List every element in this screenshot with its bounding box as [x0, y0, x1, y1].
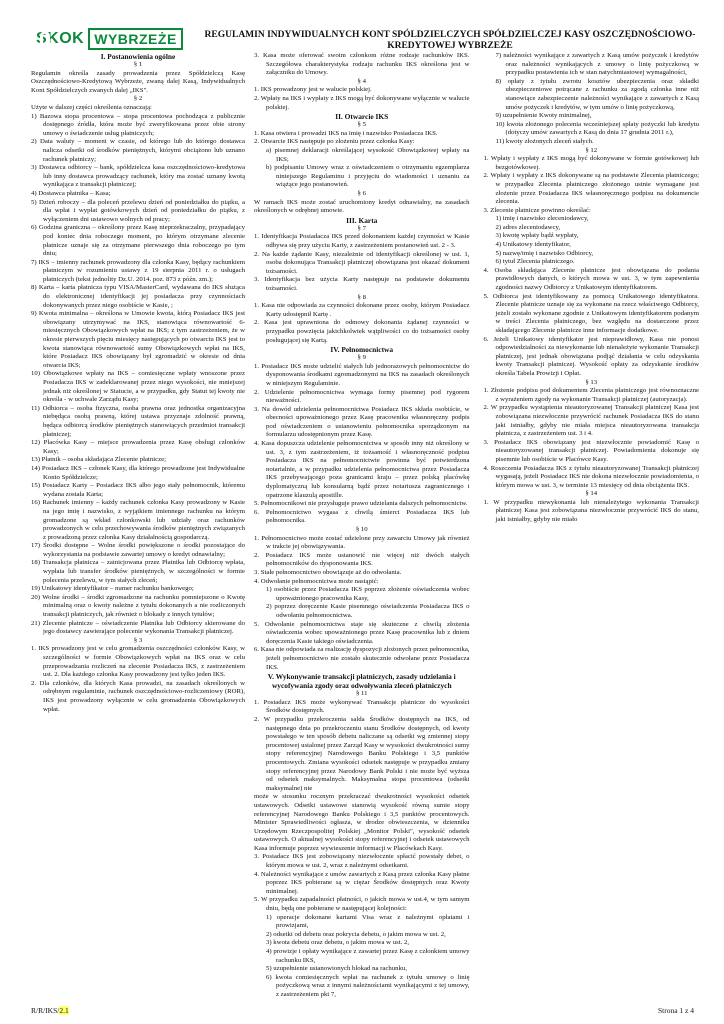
- definition-item: 4) Dostawca płatnika – Kasa;: [31, 189, 111, 197]
- list-item: 5. Pełnomocnikowi nie przysługuje prawo udzielania dalszych pełnomocnictw.: [254, 500, 468, 508]
- paragraph-number: § 12: [585, 146, 598, 154]
- list-item: 3. Na dowód udzielenia pełnomocnictwa Posiadacz IKS składa osobiście, w obecności upoważnionego przez Kasę pracownika własnoręczny podpis pod oświadczeniem o ustanowieniu pełnomocnika sporządzonym na formularzu udostępnionym przez Kasę.: [254, 405, 470, 439]
- paragraph-number: § 8: [357, 293, 366, 301]
- left-column: [31, 52, 245, 714]
- list-item: 2. Wpłaty na IKS i wypłaty z IKS mogą być dokonywane wyłącznie w walucie polskiej.: [254, 94, 470, 111]
- sub-list-item: 5) nazwę/imię i nazwisko Odbiorcy,: [495, 249, 594, 257]
- sub-list-item: 4) Unikatowy identyfikator,: [495, 241, 571, 249]
- list-item: 1. Złożenie podpisu pod dokumentem Zlecenia płatniczego jest równoznaczne z wyrażeniem zgody na wykonanie Transakcji płatniczej (autoryzacja).: [483, 387, 699, 403]
- sub-list-item: 9) uzupełnienie Kwoty minimalnej,: [495, 112, 592, 120]
- sub-list-item: 2) adres zleceniodawcy,: [495, 223, 561, 231]
- definition-item: 12) Placówka Kasy – miejsce prowadzenia przez Kasę obsługi członków Kasy;: [31, 439, 245, 455]
- definition-item: 13) Płatnik – osoba składająca Zlecenie płatnicze;: [31, 456, 166, 464]
- definition-item: 19) Unikatowy identyfikator – numer rachunku bankowego;: [31, 585, 194, 593]
- paragraph-number: § 7: [357, 224, 366, 232]
- list-item: 2. Dla członków, dla których Kasa prowadzi, na zasadach określonych w odrębnym regulaminie, rachunek oszczędnościowo-rozliczeniowy (ROR), IKS jest prowadzony wyłącznie w celu gromadzenia Obowiązkowych wpłat.: [31, 679, 245, 713]
- list-item: 1. Posiadacz IKS może wykonywać Transakcje płatnicze do wysokości Środków dostępnych.: [254, 698, 470, 715]
- sub-list-item: 4) prowizje i opłaty wynikające z zawartej przez Kasę z członkiem umowy rachunku IKS,: [266, 948, 470, 964]
- list-item: 3. Identyfikacja bez użycia Karty następuje na podstawie dokumentu tożsamości.: [254, 276, 470, 292]
- definition-item: 3) Dostawca odbiorcy – bank, spółdzielcza kasa oszczędnościowo-kredytowa lub inny dostawca prowadzący rachunek, który ma zostać uznany kwotą wynikająca z transakcji płatniczej;: [31, 164, 245, 189]
- list-item: 3. Kasa może oferować swoim członkom różne rodzaje rachunków IKS. Szczegółowa charakterystyka rodzaju rachunku IKS określona jest w załączniku do Umowy.: [254, 52, 470, 77]
- sub-list-item: 3) kwotę wpłaty bądź wypłaty,: [495, 232, 579, 240]
- document-code-prefix: R/R/IKS/: [31, 1006, 60, 1015]
- list-item: 1. Wpłaty i wypłaty z IKS mogą być dokonywane w formie gotówkowej lub bezgotówkowej.: [483, 155, 699, 171]
- page-number: Strona 1 z 4: [657, 1006, 694, 1015]
- logo-wybrzeze-text: WYBRZEŻE: [88, 28, 183, 50]
- document-version: 2.1: [59, 1006, 69, 1015]
- definition-item: 14) Posiadacz IKS – członek Kasy, dla którego prowadzone jest Indywidualne Konto Spółdzielcze;: [31, 464, 245, 481]
- section-heading: IV. Pełnomocnictwa: [330, 345, 394, 355]
- paragraph-number: § 1: [133, 61, 143, 69]
- list-item: 4. Kasa dopuszcza udzielenie pełnomocnictwa w sposób inny niż określony w ust. 3, z tym zastrzeżeniem, iż tożsamość i własnoręczność podpisu Posiadacza IKS na pełnomocnictwie powinna być potwierdzona notarialnie, a w przypadku udzielenia pełnomocnictwa przez Posiadacza IKS przebywającego poza granicami kraju – przez polską placówkę dyplomatyczną lub konsularną bądź przez notariusza zagranicznego i opatrzone klauzulą apostille.: [254, 440, 470, 499]
- paragraph-number: § 4: [357, 77, 366, 85]
- section-heading: II. Otwarcie IKS: [335, 112, 389, 122]
- paragraph-number: § 14: [585, 490, 598, 498]
- list-item: 3. Posiadacz IKS obowiązany jest niezwłocznie powiadomić Kasę o nieautoryzowanej transakcji płatniczej. Powiadomienia dokonuje się pisemnie lub osobiście w Placówce Kasy.: [483, 438, 699, 463]
- definition-item: 15) Posiadacz Karty – Posiadacz IKS albo jego stały pełnomocnik, któremu wydana została Karta;: [31, 482, 245, 498]
- list-item: 1. Kasa otwiera i prowadzi IKS na imię i nazwisko Posiadacza IKS.: [254, 129, 438, 137]
- definition-item: 11) Odbiorca – osoba fizyczna, osoba prawna oraz jednostka organizacyjna niebędąca osobą prawną, której ustawa przyznaje zdolność prawną, będąca odbiorcą środków pieniężnych stanowiących przedmiot transakcji płatniczej;: [31, 404, 245, 438]
- list-item: 4. Odwołanie pełnomocnictwa może nastąpić:: [254, 577, 379, 585]
- definition-item: 2) Data waluty – moment w czasie, od którego lub do którego dostawca nalicza odsetki od środków pieniężnych, którymi obciążono lub uznano rachunek płatniczy;: [31, 138, 245, 163]
- document-title: REGULAMIN INDYWIDUALNYCH KONT SPÓLDZIELCZYCH SPÓŁDZIELCZEJ KASY OSZCZĘDNOŚCIOWO-KREDYTOWEJ WYBRZEŻE: [204, 30, 696, 51]
- list-item: 1. IKS prowadzony jest w walucie polskiej.: [254, 86, 372, 94]
- paragraph-number: § 2: [133, 95, 143, 103]
- list-item: 2. W przypadku wystąpienia nieautoryzowanej Transakcji płatniczej Kasa jest zobowiązana niezwłocznie przywrócić rachunek Posiadacza IKS do stanu jaki istniałby, gdyby nie miała miejsca nieautoryzowana transakcja płatnicza, z zastrzeżeniem ust. 3 i 4.: [483, 404, 699, 438]
- list-item: 3. Zlecenie płatnicze powinno określać:: [483, 206, 591, 214]
- list-item: 1. Identyfikacja Posiadacza IKS przed dokonaniem każdej czynności w Kasie odbywa się przy użyciu Karty, z zastrzeżeniem postanowień ust. 2 - 3.: [254, 233, 470, 249]
- document-code: [31, 1006, 69, 1015]
- sub-list-item: a) pisemnej deklaracji określającej wysokość Obowiązkowej wpłaty na IKS;: [266, 146, 470, 163]
- sub-list-item: 6) kwota comiesięcznych wpłat na rachunek z tytułu umowy o linię pożyczkową wraz z innymi należnościami wynikającymi z tej umowy, z zastrzeżeniem pkt 7,: [266, 973, 470, 998]
- sub-list-item: 3) kwota debetu oraz debetu, o jakim mowa w ust. 2,: [266, 939, 410, 947]
- paragraph-number: § 13: [585, 378, 598, 386]
- list-item: 5. Odwołanie pełnomocnictwa staje się skuteczne z chwilą złożenia oświadczenia wobec upoważnionego przez Kasę pracownika lub z dniem doręczenia Kasie takiego oświadczenia.: [254, 620, 470, 645]
- sub-list-item: b) podpisaniu Umowy wraz z oświadczeniem o otrzymaniu egzemplarza niniejszego Regulaminu i przyjęciu do wiadomości i uznaniu za wiążące jego postanowień.: [266, 164, 470, 189]
- sub-list-item: 2) odsetki od debetu oraz pokrycia debetu, o jakim mowa w ust. 2,: [266, 930, 446, 938]
- definition-item: 17) Środki dostępne – Wolne środki powiększone o środki pozostające do wykorzystania na podstawie zawartej umowy o kredyt odnawialny;: [31, 542, 245, 558]
- skok-logo: [32, 24, 176, 54]
- list-item: 2. Otwarcie IKS następuje po złożeniu przez członka Kasy:: [254, 138, 415, 146]
- list-item: 2. Wpłaty i wypłaty z IKS dokonywane są na podstawie Zlecenia płatniczego; w przypadku Zlecenia płatniczego złożonego ustnie wymagane jest złożenie przez Posiadacza IKS własnoręcznego podpisu na dokumencie zlecenia.: [483, 172, 699, 206]
- paragraph-number: § 6: [357, 189, 366, 197]
- list-item: 1. IKS prowadzony jest w celu gromadzenia oszczędności członków Kasy, w szczególności w formie Obowiązkowych wpłat na IKS oraz w celu przeprowadzania rozliczeń na zlecenie Posiadacza IKS, z zastrzeżeniem ust. 2. Dla każdego członka Kasy prowadzony jest tylko jeden IKS.: [31, 645, 245, 679]
- definition-item: 10) Obowiązkowe wpłaty na IKS – comiesięczne wpłaty wnoszone przez Posiadacza IKS w zadeklarowanej przez niego wysokości, nie mniejszej jednak niż określonej w Statucie, a w przypadku, gdy Statut tej kwoty nie określa - w uchwale Zarządu Kasy;: [31, 370, 245, 404]
- section-heading: I. Postanowienia ogólne: [100, 52, 176, 61]
- list-item: 2. Kasa jest uprawniona do odmowy dokonania żądanej czynności w przypadku powzięcia jakichkolwiek wątpliwości co do tożsamości osoby posługującej się Kartą.: [254, 319, 470, 344]
- list-item: 1. W przypadku niewykonania lub nienależytego wykonania Transakcji płatniczej Kasa jest zobowiązana niezwłocznie przywrócić IKS do stanu, jaki istniałby, gdyby nie miało: [483, 498, 699, 524]
- paragraph-number: § 9: [357, 354, 366, 362]
- sub-list-item: 8) opłaty z tytułu zwrotu kosztów ubezpieczenia oraz składki ubezpieczeniowe potrącane z rachunku za zgodą członka inne niż stanowiące zabezpieczenie należności wynikające z zawartych z Kasą umów pożyczek i kredytów, w tym umów o linię pożyczkową,: [495, 77, 699, 111]
- sub-list-item: 7) należności wynikające z zawartych z Kasą umów pożyczek i kredytów oraz należności wynikających z umowy o linię pożyczkową w przypadku postawienia ich w stan natychmiastowej wymagalności,: [495, 52, 699, 77]
- paragraph-text: W ramach IKS może zostać uruchomiony kredyt odnawialny, na zasadach określonych w odrębnej umowie.: [254, 198, 470, 215]
- paragraph-text: Użyte w dalszej części określenia oznaczają:: [31, 104, 152, 112]
- sub-list-item: 1) operacje dokonane kartami Visa wraz z należnymi opłatami i prowizjami,: [266, 913, 470, 930]
- paragraph-number: § 3: [133, 636, 143, 644]
- list-item: 5. Odbiorca jest identyfikowany za pomocą Unikatowego identyfikatora. Zlecenie płatnicze uznaje się za wykonane na rzecz właściwego Odbiorcy, jeżeli zostało wykonane zgodnie z Unikatowym identyfikatorem podanym w treści Zlecenia płatniczego, bez względu na dostarczone przez składającego Zlecenie płatnicze inne informacje dodatkowe.: [483, 292, 699, 334]
- sub-list-item: 6) tytuł Zlecenia płatniczego.: [495, 258, 575, 266]
- paragraph-text: Regulamin określa zasady prowadzenia przez Spółdzielczą Kasę Oszczędnościowo-Kredytową Wybrzeże, zwaną dalej Kasą, Indywidualnych Kont Spółdzielczych zwanych dalej „IKS".: [31, 69, 245, 94]
- definition-item: 16) Rachunek imienny – każdy rachunek członka Kasy prowadzony w Kasie na jego imię i nazwisko, z wyjątkiem imiennego rachunku na którym gromadzone są wkład członkowski lub udziały oraz rachunków prowadzonych w celu przechowywania środków pieniężnych związanych z prowadzoną przez członka Kasy działalnością gospodarczą.: [31, 499, 245, 541]
- definition-item: 6) Godzina graniczna – określony przez Kasę nieprzekraczalny, przypadający pod koniec dnia roboczego moment, po którym otrzymane zlecenie płatnicze uznaje się za otrzymane pierwszego dnia roboczego po tym dniu;: [31, 224, 245, 258]
- list-item: 2. Na każde żądanie Kasy, niezależnie od identyfikacji określonej w ust. 1, osoba dokonująca Transakcji płatniczej obowiązana jest okazać dokument tożsamości.: [254, 250, 470, 275]
- definition-item: 21) Zlecenie płatnicze – oświadczenie Płatnika lub Odbiorcy skierowane do jego dostawcy zawierające polecenie wykonania Transakcji płatniczej.: [31, 619, 245, 636]
- sub-list-item: 1) imię i nazwisko zleceniodawcy,: [495, 215, 589, 223]
- list-item: 1. Pełnomocnictwo może zostać udzielone przy zawarciu Umowy jak również w trakcie jej obowiązywania.: [254, 534, 470, 551]
- list-item: 1. Kasa nie odpowiada za czynności dokonane przez osoby, którym Posiadacz Karty udostępnił Kartę .: [254, 302, 470, 318]
- list-item: 4. Osoba składająca Zlecenie płatnicze jest obowiązana do podania prawidłowych danych, o których mowa w ust. 3, w tym zapewnienia zgodności nazwy Odbiorcy z Unikatowym identyfikatorem.: [483, 266, 699, 292]
- list-item: 2. Udzielenie pełnomocnictwa wymaga formy pisemnej pod rygorem nieważności.: [254, 388, 470, 405]
- list-item: 6. Kasa nie odpowiada za realizację dyspozycji złożonych przez pełnomocnika, jeżeli pełnomocnictwo nie zostało skutecznie odwołane przez Posiadacza IKS.: [254, 646, 470, 671]
- definition-item: 7) IKS – imienny rachunek prowadzony dla członka Kasy, będący rachunkiem płatniczym w rozumieniu ustawy z 19 sierpnia 2011 r. o usługach płatniczych (tekst jednolity Dz.U. 2014. poz. 873 z późn. zm.);: [31, 258, 245, 283]
- list-item: 4. Roszczenia Posiadacza IKS z tytułu nieautoryzowanej Transakcji płatniczej wygasają, jeżeli Posiadacz IKS nie dokona niezwłocznie powiadomienia, o którym mowa w ust. 3, w terminie 13 miesięcy od dnia obciążenia IKS.: [483, 464, 699, 489]
- paragraph-number: § 10: [355, 526, 368, 534]
- right-column: [254, 52, 699, 1002]
- list-item: 6. Jeżeli Unikatowy identyfikator jest nieprawidłowy, Kasa nie ponosi odpowiedzialności za niewykonanie lub nienależyte wykonanie Transakcji płatniczej, jest jednak obowiązana podjąć działania w celu odzyskania kwoty Transakcji płatniczej. Wysokość opłaty za odzyskanie środków określa Tabela Prowizji i Opłat.: [483, 335, 699, 377]
- definition-item: 9) Kwota minimalna – określona w Umowie kwota, którą Posiadacz IKS jest obowiązany utrzymywać na IKS, stanowiąca równowartość 6-miesięcznych Obowiązkowych wpłat na IKS; z tym zastrzeżeniem, że w okresie pierwszych pięciu miesięcy następujących po otwarciu IKS jest to kwota stanowiąca równowartość sumy Obowiązkowych wpłat na IKS, które Posiadacz IKS obowiązany był zgromadzić w okresie od dnia otwarcia IKS;: [31, 310, 245, 369]
- logo-skok-text: SKOK: [36, 30, 85, 47]
- section-heading: V. Wykonywanie transakcji płatniczych, zasady udzielania i wycofywania zgody oraz odwoływania zleceń płatniczych: [267, 672, 456, 691]
- definition-item: 18) Transakcja płatnicza – zainicjowana przez Płatnika lub Odbiorcę wpłata, wypłata lub transfer środków pieniężnych, w szczególności w formie polecenia przelewu, w tym stałych zleceń;: [31, 559, 245, 584]
- list-item: 2. W przypadku przekroczenia salda Środków dostępnych na IKS, od następnego dnia po przekroczeniu stanu Środków dostępnych, od kwoty powstałego w ten sposób debetu naliczane są odsetki wg zmiennej stopy procentowej ustalonej przez Zarząd Kasy w wysokości dwukrotności sumy stopy referencyjnej Narodowego Banku Polskiego i 3,5 punktów procentowych. Zmiana wysokości odsetek następuje w przypadku zmiany stopy referencyjnej przez Narodowy Bank Polski i nie może być wyższa od odsetek maksymalnych. Maksymalna stopa procentowa (odsetki maksymalne) nie: [254, 715, 470, 792]
- list-item: 3. Stałe pełnomocnictwo obowiązuje aż do odwołania.: [254, 568, 402, 576]
- paragraph-text: może w stosunku rocznym przekraczać dwukrotności wysokości odsetek ustawowych. Odsetki ustawowe stanowią wysokość równą sumie stopy referencyjnej Narodowego Banku Polskiego i 3,5 punktów procentowych. Minister Sprawiedliwości ogłasza, w drodze obwieszczenia, w dzienniku Urzędowym Rzeczpospolitej Polskiej „Monitor Polski", wysokość odsetek ustawowych. O aktualnej wysokości stopy referencyjnej i odsetek ustawowych Kasa informuje poprzez wywieszenie informacji w Placówkach Kasy.: [254, 793, 470, 852]
- definition-item: 5) Dzień roboczy – dla poleceń przelewu dzień od poniedziałku do piątku, a dla wpłat i wypłat gotówkowych dzień od poniedziałku do piątku, z wyłączeniem dni ustawowo wolnych od pracy;: [31, 198, 245, 223]
- list-item: 4. Należności wynikające z umów zawartych z Kasą przez członka Kasy płatne poprzez IKS pobierane są w ciężar Środków dostępnych oraz Kwoty minimalnej.: [254, 870, 470, 895]
- definition-item: 1) Bazowa stopa procentowa – stopa procentowa pochodząca z publicznie dostępnego źródła, która może być zweryfikowana przez obie strony umowy o świadczenie usług płatniczych;: [31, 112, 245, 137]
- definition-item: 20) Wolne środki – środki zgromadzone na rachunku pomniejszone o Kwotę minimalną oraz o kwoty należne z tytułu dokonanych a nie rozliczonych transakcji płatniczych, jak również o blokady z innych tytułów;: [31, 593, 245, 619]
- sub-list-item: 10) kwota złożonego polecenia wcześniejszej spłaty pożyczki lub kredytu (dotyczy umów zawartych z Kasą do dnia 17 grudnia 2011 r.),: [495, 120, 699, 137]
- section-heading: III. Karta: [346, 215, 378, 225]
- sub-list-item: 11) kwoty złożonych zleceń stałych.: [495, 137, 594, 145]
- list-item: 6. Pełnomocnictwo wygasa z chwilą śmierci Posiadacza IKS lub pełnomocnika.: [254, 508, 470, 525]
- sub-list-item: 5) uzupełnienie ustanowionych blokad na rachunku,: [266, 965, 407, 973]
- sub-list-item: 1) osobiście przez Posiadacza IKS poprzez złożenie oświadczenia wobec upoważnionego pracownika Kasy,: [266, 586, 470, 602]
- sub-list-item: 2) poprzez doręczenie Kasie pisemnego oświadczenia Posiadacza IKS o odwołaniu pełnomocnictwa.: [266, 603, 470, 619]
- definition-item: 8) Karta – karta płatnicza typu VISA/MasterCard, wydawana do IKS służąca do elektronicznej identyfikacji jej posiadacza przy czynnościach dokonywanych przez niego osobiście w Kasie, ;: [31, 284, 245, 309]
- list-item: 5. W przypadku zapadalności płatności, o jakich mowa w ust.4, w tym samym dniu, będą one pobierane w następującej kolejności:: [254, 896, 470, 913]
- list-item: 2. Posiadacz IKS może ustanowić nie więcej niż dwóch stałych pełnomocników do dysponowania IKS.: [254, 551, 470, 568]
- paragraph-number: § 11: [355, 690, 368, 698]
- list-item: 1. Posiadacz IKS może udzielić stałych lub jednorazowych pełnomocnictw do dysponowania środkami zgromadzonymi na IKS na zasadach określonych w niniejszym Regulaminie.: [254, 362, 470, 387]
- list-item: 3. Posiadacz IKS jest zobowiązany niezwłocznie spłacić powstały debet, o którym mowa w ust. 2, wraz z należnymi odsetkami.: [254, 853, 470, 870]
- paragraph-number: § 5: [357, 121, 366, 129]
